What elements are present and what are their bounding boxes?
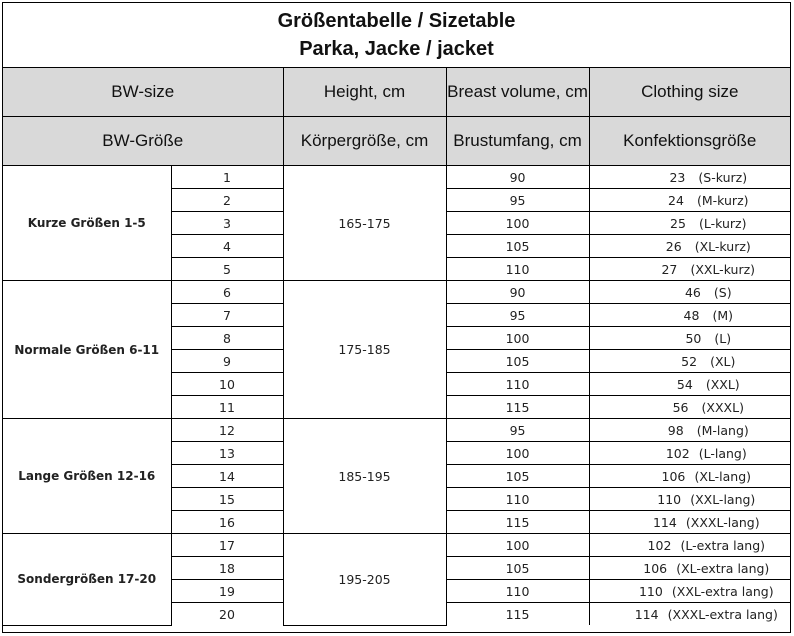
clothing-size-cell: [589, 350, 790, 373]
clothing-size-number: 114: [652, 514, 677, 530]
clothing-size-cell: [589, 396, 790, 419]
clothing-size-number: 106: [643, 560, 668, 576]
clothing-size-cell: [589, 511, 790, 534]
clothing-size-number: 110: [657, 491, 682, 507]
clothing-size-cell: [589, 212, 790, 235]
size-chart: [2, 2, 791, 633]
header-row-en: [3, 68, 790, 117]
group-label: Kurze Größen 1-5: [3, 166, 171, 281]
height-range-cell: 165-175: [283, 166, 446, 281]
header-clothing-size: Clothing size: [589, 68, 790, 117]
clothing-size-label: (XL-lang): [694, 468, 752, 484]
clothing-size-cell: [589, 373, 790, 396]
clothing-size-number: 56: [672, 399, 689, 415]
group-label: Sondergrößen 17-20: [3, 534, 171, 626]
clothing-size-number: 24: [668, 192, 684, 208]
breast-cell: 105: [446, 350, 589, 373]
clothing-size-label: (XL): [710, 353, 736, 369]
height-range-cell: 175-185: [283, 281, 446, 419]
clothing-size-label: (XXXL-extra lang): [667, 606, 778, 622]
clothing-size-cell: [589, 258, 790, 281]
clothing-size-number: 106: [661, 468, 686, 484]
clothing-size-cell: [589, 304, 790, 327]
breast-cell: 110: [446, 258, 589, 281]
breast-cell: 115: [446, 603, 589, 626]
title-line-1: Größentabelle / Sizetable: [277, 10, 516, 32]
breast-cell: 100: [446, 442, 589, 465]
table-row: [3, 419, 790, 442]
header-bw-size: BW-size: [3, 68, 283, 117]
clothing-size-number: 98: [667, 422, 684, 438]
breast-cell: 100: [446, 212, 589, 235]
clothing-size-cell: [589, 235, 790, 258]
breast-cell: 110: [446, 580, 589, 603]
clothing-size-cell: [589, 166, 790, 189]
clothing-size-label: (L-extra lang): [680, 537, 766, 553]
clothing-size-cell: [589, 488, 790, 511]
clothing-size-cell: [589, 603, 790, 626]
title-block: [3, 3, 790, 68]
breast-cell: 115: [446, 396, 589, 419]
clothing-size-cell: [589, 189, 790, 212]
height-range-cell: 185-195: [283, 419, 446, 534]
bw-size-cell: 15: [171, 488, 283, 511]
clothing-size-number: 25: [670, 215, 686, 231]
clothing-size-label: (XXL-lang): [690, 491, 756, 507]
header-row-de: [3, 117, 790, 166]
header-brustumfang: Brustumfang, cm: [446, 117, 589, 166]
bw-size-cell: 19: [171, 580, 283, 603]
clothing-size-label: (M): [712, 307, 734, 323]
breast-cell: 90: [446, 166, 589, 189]
clothing-size-number: 23: [669, 169, 686, 185]
clothing-size-cell: [589, 534, 790, 557]
height-range-cell: 195-205: [283, 534, 446, 626]
breast-cell: 90: [446, 281, 589, 304]
clothing-size-label: (XL-kurz): [694, 238, 751, 254]
breast-cell: 95: [446, 419, 589, 442]
header-koerpergroesse: Körpergröße, cm: [283, 117, 446, 166]
bw-size-cell: 12: [171, 419, 283, 442]
clothing-size-cell: [589, 327, 790, 350]
clothing-size-number: 52: [681, 353, 698, 369]
clothing-size-number: 46: [684, 284, 701, 300]
clothing-size-number: 114: [634, 606, 659, 622]
group-label: Normale Größen 6-11: [3, 281, 171, 419]
breast-cell: 95: [446, 304, 589, 327]
breast-cell: 100: [446, 534, 589, 557]
bw-size-cell: 16: [171, 511, 283, 534]
header-height: Height, cm: [283, 68, 446, 117]
clothing-size-cell: [589, 281, 790, 304]
clothing-size-label: (L-kurz): [699, 215, 747, 231]
table-row: [3, 281, 790, 304]
clothing-size-number: 48: [683, 307, 700, 323]
bw-size-cell: 2: [171, 189, 283, 212]
header-konfektionsgroesse: Konfektionsgröße: [589, 117, 790, 166]
clothing-size-number: 110: [638, 583, 663, 599]
breast-cell: 100: [446, 327, 589, 350]
clothing-size-number: 102: [665, 445, 690, 461]
bw-size-cell: 10: [171, 373, 283, 396]
bw-size-cell: 18: [171, 557, 283, 580]
breast-cell: 110: [446, 488, 589, 511]
bw-size-cell: 7: [171, 304, 283, 327]
clothing-size-number: 26: [665, 238, 682, 254]
bw-size-cell: 9: [171, 350, 283, 373]
table-row: [3, 166, 790, 189]
clothing-size-cell: [589, 442, 790, 465]
clothing-size-label: (L): [714, 330, 732, 346]
clothing-size-label: (M-kurz): [696, 192, 749, 208]
clothing-size-cell: [589, 419, 790, 442]
clothing-size-cell: [589, 580, 790, 603]
header-bw-groesse: BW-Größe: [3, 117, 283, 166]
clothing-size-label: (M-lang): [696, 422, 749, 438]
bw-size-cell: 1: [171, 166, 283, 189]
bw-size-cell: 17: [171, 534, 283, 557]
header-breast-volume: Breast volume, cm: [446, 68, 589, 117]
bw-size-cell: 14: [171, 465, 283, 488]
bw-size-cell: 20: [171, 603, 283, 626]
breast-cell: 105: [446, 557, 589, 580]
size-table: [3, 68, 790, 626]
bw-size-cell: 6: [171, 281, 283, 304]
clothing-size-label: (S-kurz): [698, 169, 748, 185]
clothing-size-label: (XXL-extra lang): [671, 583, 774, 599]
breast-cell: 105: [446, 235, 589, 258]
clothing-size-number: 27: [661, 261, 678, 277]
title-line-2: Parka, Jacke / jacket: [299, 38, 494, 60]
breast-cell: 115: [446, 511, 589, 534]
clothing-size-label: (XL-extra lang): [676, 560, 770, 576]
breast-cell: 105: [446, 465, 589, 488]
clothing-size-label: (XXXL): [701, 399, 744, 415]
clothing-size-label: (XXL-kurz): [690, 261, 756, 277]
bw-size-cell: 13: [171, 442, 283, 465]
clothing-size-cell: [589, 557, 790, 580]
bw-size-cell: 11: [171, 396, 283, 419]
clothing-size-number: 54: [676, 376, 693, 392]
group-label: Lange Größen 12-16: [3, 419, 171, 534]
bw-size-cell: 4: [171, 235, 283, 258]
bw-size-cell: 5: [171, 258, 283, 281]
clothing-size-label: (XXL): [705, 376, 740, 392]
breast-cell: 110: [446, 373, 589, 396]
clothing-size-number: 102: [647, 537, 672, 553]
breast-cell: 95: [446, 189, 589, 212]
bw-size-cell: 3: [171, 212, 283, 235]
clothing-size-label: (XXXL-lang): [685, 514, 760, 530]
clothing-size-label: (L-lang): [698, 445, 747, 461]
table-row: [3, 534, 790, 557]
clothing-size-number: 50: [685, 330, 702, 346]
clothing-size-label: (S): [713, 284, 732, 300]
bw-size-cell: 8: [171, 327, 283, 350]
clothing-size-cell: [589, 465, 790, 488]
